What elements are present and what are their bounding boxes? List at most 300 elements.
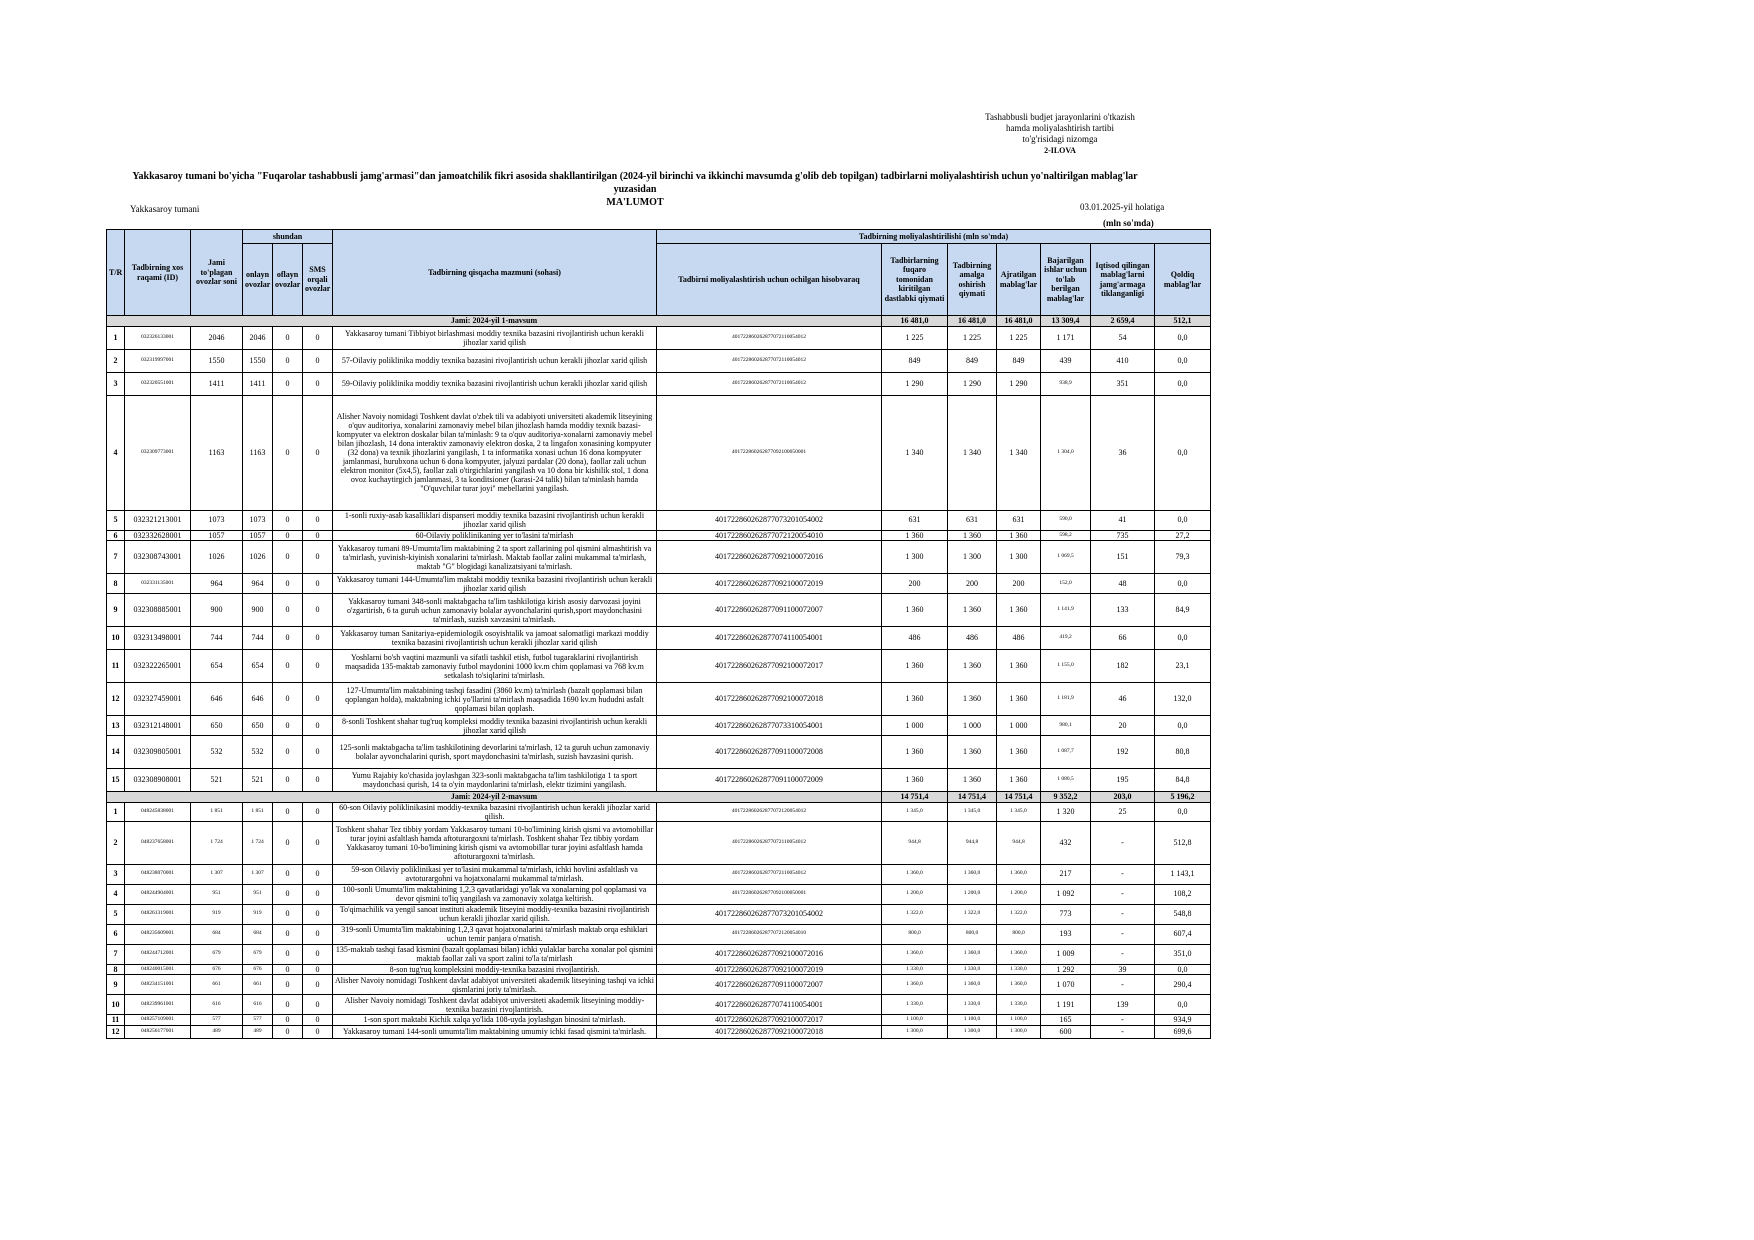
event-description: Yakkasaroy tumani 144-Umumta'lim maktabi moddiy texnika bazasini rivojlantirish uchun kerakli jihozlar xarid qilish	[333, 574, 657, 594]
online-votes: 577	[243, 1015, 273, 1026]
event-description: 60-son Oilaviy poliklinikasini moddiy-texnika bazasini rivojlantirish uchun kerakli jihozlar xarid qilish.	[333, 802, 657, 821]
account-number: 401722860262877072110054012	[657, 349, 882, 372]
remaining-funds: 23,1	[1155, 650, 1211, 683]
account-number: 401722860262877092100072016	[657, 944, 882, 964]
table-row	[107, 944, 1211, 964]
row-number: 7	[107, 541, 125, 574]
actual-value: 1 300	[948, 541, 997, 574]
total-votes: 1073	[191, 510, 243, 530]
saved-funds: 182	[1091, 650, 1155, 683]
actual-value: 1 360	[948, 530, 997, 541]
remaining-funds: 132,0	[1155, 683, 1211, 716]
table-row	[107, 395, 1211, 510]
event-description: 8-son tug'ruq kompleksini moddiy-texnika bazasini rivojlantirish.	[333, 964, 657, 975]
online-votes: 679	[243, 944, 273, 964]
paid-completed-works: 938,9	[1041, 372, 1091, 395]
offline-votes: 0	[273, 650, 303, 683]
total-votes: 1550	[191, 349, 243, 372]
offline-votes: 0	[273, 944, 303, 964]
total-votes: 650	[191, 716, 243, 736]
actual-value: 1 290	[948, 372, 997, 395]
season-total-value: 14 751,4	[948, 792, 997, 803]
offline-votes: 0	[273, 821, 303, 864]
unit-label: (mln so'mda)	[1103, 218, 1154, 228]
event-id: 032308743001	[125, 541, 191, 574]
header-online: onlayn ovozlar	[243, 244, 273, 316]
table-row	[107, 884, 1211, 904]
event-id: 048244904001	[125, 884, 191, 904]
total-votes: 532	[191, 736, 243, 769]
row-number: 11	[107, 1015, 125, 1026]
table-row	[107, 1015, 1211, 1026]
table-row	[107, 683, 1211, 716]
paid-completed-works: 598,2	[1041, 530, 1091, 541]
row-number: 4	[107, 884, 125, 904]
online-votes: 532	[243, 736, 273, 769]
row-number: 12	[107, 1025, 125, 1038]
initial-value: 200	[882, 574, 948, 594]
actual-value: 1 360,0	[948, 944, 997, 964]
event-description: Yakkasaroy tumani Tibbiyot birlashmasi moddiy texnika bazasini rivojlantirish uchun kerakli jihozlar xarid qilish	[333, 326, 657, 349]
account-number: 401722860262877092100072019	[657, 964, 882, 975]
online-votes: 684	[243, 924, 273, 944]
event-description: Yoshlarni bo'sh vaqtini mazmunli va sifatli tashkil etish, futbol tugaraklarini rivojlantirish maqsadida 135-maktab zamonaviy futbol maydonini 1000 kv.m chim qoplamasi va 768 kv.m setkalash to'siqlarini ta'mirlash.	[333, 650, 657, 683]
remaining-funds: 0,0	[1155, 574, 1211, 594]
sms-votes: 0	[303, 1025, 333, 1038]
table-row	[107, 1025, 1211, 1038]
event-description: Alisher Navoiy nomidagi Toshkent davlat adabiyot universiteti akademik litseyining moddiy-texnika bazasini rivojlantirish.	[333, 995, 657, 1015]
table-row	[107, 510, 1211, 530]
header-shundan: shundan	[243, 230, 333, 244]
account-number: 401722860262877072110054012	[657, 372, 882, 395]
district-name: Yakkasaroy tumani	[130, 204, 200, 214]
allocated-funds: 1 225	[997, 326, 1041, 349]
saved-funds: -	[1091, 944, 1155, 964]
offline-votes: 0	[273, 349, 303, 372]
allocated-funds: 849	[997, 349, 1041, 372]
paid-completed-works: 1 009	[1041, 944, 1091, 964]
allocated-funds: 944,8	[997, 821, 1041, 864]
paid-completed-works: 1 320	[1041, 802, 1091, 821]
initial-value: 1 340	[882, 395, 948, 510]
season-total-label: Jami: 2024-yil 1-mavsum	[107, 316, 882, 327]
offline-votes: 0	[273, 594, 303, 627]
header-sms: SMS orqali ovozlar	[303, 244, 333, 316]
actual-value: 1 360,0	[948, 975, 997, 995]
sms-votes: 0	[303, 395, 333, 510]
total-votes: 654	[191, 650, 243, 683]
row-number: 3	[107, 372, 125, 395]
total-votes: 2046	[191, 326, 243, 349]
total-votes: 616	[191, 995, 243, 1015]
remaining-funds: 27,2	[1155, 530, 1211, 541]
online-votes: 1411	[243, 372, 273, 395]
table-row	[107, 594, 1211, 627]
actual-value: 1 200,0	[948, 884, 997, 904]
offline-votes: 0	[273, 395, 303, 510]
offline-votes: 0	[273, 627, 303, 650]
season-total-value: 16 481,0	[882, 316, 948, 327]
table-row	[107, 736, 1211, 769]
online-votes: 1 724	[243, 821, 273, 864]
account-number: 401722860262877072110054012	[657, 326, 882, 349]
actual-value: 486	[948, 627, 997, 650]
event-description: Toshkent shahar Tez tibbiy yordam Yakkasaroy tumani 10-bo'limining kirish qismi va avtomobillar turar joyini asfaltlash hamda aftoturargoxni ta'mirlash. Toshkent shahar Tez tibbiy yordam Yakkasaroy tumani 10-bo'limining kirish qismi va avtomobillar turar joyini asfaltlash hamda aftoturargoxni ta'mirlash.	[333, 821, 657, 864]
row-number: 5	[107, 510, 125, 530]
total-votes: 679	[191, 944, 243, 964]
row-number: 6	[107, 924, 125, 944]
initial-value: 1 360	[882, 650, 948, 683]
row-number: 10	[107, 627, 125, 650]
appendix-line-3: to'g'risidagi nizomga	[1022, 134, 1098, 144]
offline-votes: 0	[273, 1025, 303, 1038]
initial-value: 1 360	[882, 530, 948, 541]
allocated-funds: 1 322,0	[997, 904, 1041, 924]
event-id: 032331135001	[125, 574, 191, 594]
remaining-funds: 934,9	[1155, 1015, 1211, 1026]
appendix-label: 2-ILOVA	[1044, 146, 1076, 155]
event-description: Yakkasaroy tuman Sanitariya-epidemiologik osoyishtalik va jamoat salomatligi markazi moddiy texnika bazasini rivojlantirish uchun kerakli jihozlar xarid qilish	[333, 627, 657, 650]
header-initial: Tadbirlarning fuqaro tomonidan kiritilgan dastlabki qiymati	[882, 244, 948, 316]
total-votes: 489	[191, 1025, 243, 1038]
remaining-funds: 80,8	[1155, 736, 1211, 769]
row-number: 13	[107, 716, 125, 736]
saved-funds: -	[1091, 884, 1155, 904]
event-description: Yumu Rajabiy ko'chasida joylashgan 323-sonli maktabgacha ta'lim tashkilotiga 1 ta sport maydonchasi qurish, 14 ta o'yin maydonlarini ta'mirlash, elektr tizimini yangilash.	[333, 769, 657, 792]
actual-value: 1 360,0	[948, 864, 997, 884]
initial-value: 800,0	[882, 924, 948, 944]
initial-value: 944,8	[882, 821, 948, 864]
paid-completed-works: 217	[1041, 864, 1091, 884]
initial-value: 1 360	[882, 769, 948, 792]
appendix-line-1: Tashabbusli budjet jarayonlarini o'tkazish	[985, 112, 1135, 122]
event-id: 048256177001	[125, 1025, 191, 1038]
allocated-funds: 1 300,0	[997, 1025, 1041, 1038]
actual-value: 800,0	[948, 924, 997, 944]
online-votes: 661	[243, 975, 273, 995]
remaining-funds: 79,3	[1155, 541, 1211, 574]
account-number: 401722860262877092100050001	[657, 395, 882, 510]
event-description: Yakkasaroy tumani 144-sonli umumta'lim maktabining umumiy ichki fasad qismini ta'mirlash.	[333, 1025, 657, 1038]
offline-votes: 0	[273, 924, 303, 944]
initial-value: 486	[882, 627, 948, 650]
event-id: 032322265001	[125, 650, 191, 683]
online-votes: 1 307	[243, 864, 273, 884]
event-id: 048245838001	[125, 802, 191, 821]
account-number: 401722860262877091100072007	[657, 594, 882, 627]
actual-value: 1 300,0	[948, 1025, 997, 1038]
event-description: To'qimachilik va yengil sanoat instituti akademik litseyini moddiy-texnika bazasini rivojlantirish uchun kerakli jihozlar xarid qilish.	[333, 904, 657, 924]
title-line-2: MA'LUMOT	[606, 197, 664, 208]
table-row	[107, 802, 1211, 821]
table-row	[107, 995, 1211, 1015]
paid-completed-works: 1 080,5	[1041, 769, 1091, 792]
offline-votes: 0	[273, 372, 303, 395]
row-number: 14	[107, 736, 125, 769]
account-number: 401722860262877072120054010	[657, 530, 882, 541]
sms-votes: 0	[303, 510, 333, 530]
sms-votes: 0	[303, 864, 333, 884]
online-votes: 1057	[243, 530, 273, 541]
header-offline: oflayn ovozlar	[273, 244, 303, 316]
table-row	[107, 530, 1211, 541]
offline-votes: 0	[273, 574, 303, 594]
allocated-funds: 1 330,0	[997, 995, 1041, 1015]
initial-value: 1 300	[882, 541, 948, 574]
initial-value: 1 345,0	[882, 802, 948, 821]
season-total-value: 203,0	[1091, 792, 1155, 803]
online-votes: 654	[243, 650, 273, 683]
account-number: 401722860262877091100072008	[657, 736, 882, 769]
paid-completed-works: 590,0	[1041, 510, 1091, 530]
offline-votes: 0	[273, 884, 303, 904]
header-description: Tadbirning qisqacha mazmuni (sohasi)	[333, 230, 657, 316]
event-id: 032327459001	[125, 683, 191, 716]
saved-funds: 133	[1091, 594, 1155, 627]
initial-value: 1 360	[882, 736, 948, 769]
account-number: 401722860262877092100072018	[657, 683, 882, 716]
row-number: 12	[107, 683, 125, 716]
event-id: 032313498001	[125, 627, 191, 650]
saved-funds: 36	[1091, 395, 1155, 510]
remaining-funds: 84,9	[1155, 594, 1211, 627]
offline-votes: 0	[273, 769, 303, 792]
total-votes: 744	[191, 627, 243, 650]
table-row	[107, 650, 1211, 683]
header-remaining: Qoldiq mablag'lar	[1155, 244, 1211, 316]
paid-completed-works: 980,1	[1041, 716, 1091, 736]
event-description: 135-maktab tashqi fasad kismini (bazalt qoplamasi bilan) ichki yulaklar barcha xonalar pol qismini maktab faollar zali va sport zalini to'la ta'mirlash	[333, 944, 657, 964]
season-total-value: 9 352,2	[1041, 792, 1091, 803]
account-number: 401722860262877092100072017	[657, 1015, 882, 1026]
table-row	[107, 349, 1211, 372]
total-votes: 1057	[191, 530, 243, 541]
paid-completed-works: 773	[1041, 904, 1091, 924]
offline-votes: 0	[273, 683, 303, 716]
event-id: 048237658001	[125, 821, 191, 864]
season-total-label: Jami: 2024-yil 2-mavsum	[107, 792, 882, 803]
online-votes: 1026	[243, 541, 273, 574]
account-number: 401722860262877073201054002	[657, 904, 882, 924]
account-number: 401722860262877072110054012	[657, 821, 882, 864]
account-number: 401722860262877092100050001	[657, 884, 882, 904]
remaining-funds: 607,4	[1155, 924, 1211, 944]
initial-value: 1 360,0	[882, 975, 948, 995]
remaining-funds: 1 143,1	[1155, 864, 1211, 884]
offline-votes: 0	[273, 530, 303, 541]
event-description: Alisher Navoiy nomidagi Toshkent davlat o'zbek tili va adabiyoti universiteti akademik litseyining o'quv auditoriya, xonalarini zamonaviy mebel bilan jihozlash hamda moddiy texnik bazasi-kompyuter va elektron doskalar bilan ta'minlash: 9 ta o'quv auditoriya-xonalarni zamonaviy mebel bilan jihozlash, 14 dona interaktiv zamonaviy elektron doska, 2 ta lingafon xonasining kompyuter (32 dona) va texnik jihozlarini yangilash, 1 ta informatika xonasi uchun 16 dona kompyuter jamlanmasi, hurubxona uchun 6 dona kompyuter, jalyuzi pardalar (20 dona), faollar zali uchun elektron monitor (5x4,5), faollar zali o'tirgichlarini yangilash va 10 dona bir kishilik stol, 1 dona ovoz kuchaytirgich jamlanmasi, 3 ta konditsioner (karasi-24 talik) bilan ta'minlash hamda "O'quvchilar turar joyi" mebellarini yangilash.	[333, 395, 657, 510]
online-votes: 676	[243, 964, 273, 975]
table-row	[107, 964, 1211, 975]
paid-completed-works: 432	[1041, 821, 1091, 864]
sms-votes: 0	[303, 541, 333, 574]
allocated-funds: 1 360	[997, 594, 1041, 627]
online-votes: 646	[243, 683, 273, 716]
initial-value: 1 360,0	[882, 944, 948, 964]
table-row	[107, 326, 1211, 349]
event-id: 048261319001	[125, 904, 191, 924]
offline-votes: 0	[273, 975, 303, 995]
event-id: 032326133001	[125, 326, 191, 349]
offline-votes: 0	[273, 1015, 303, 1026]
offline-votes: 0	[273, 541, 303, 574]
offline-votes: 0	[273, 904, 303, 924]
remaining-funds: 0,0	[1155, 510, 1211, 530]
event-id: 048257109001	[125, 1015, 191, 1026]
allocated-funds: 1 345,0	[997, 802, 1041, 821]
actual-value: 1 360	[948, 594, 997, 627]
row-number: 11	[107, 650, 125, 683]
remaining-funds: 699,6	[1155, 1025, 1211, 1038]
remaining-funds: 351,0	[1155, 944, 1211, 964]
total-votes: 1 307	[191, 864, 243, 884]
total-votes: 919	[191, 904, 243, 924]
online-votes: 951	[243, 884, 273, 904]
event-id: 032332628001	[125, 530, 191, 541]
header-financing: Tadbirning moliyalashtirilishi (mln so'mda)	[657, 230, 1211, 244]
account-number: 401722860262877092100072019	[657, 574, 882, 594]
allocated-funds: 1 360	[997, 683, 1041, 716]
paid-completed-works: 1 092	[1041, 884, 1091, 904]
saved-funds: 735	[1091, 530, 1155, 541]
header-allocated: Ajratilgan mablag'lar	[997, 244, 1041, 316]
initial-value: 1 330,0	[882, 964, 948, 975]
account-number: 401722860262877074110054001	[657, 995, 882, 1015]
allocated-funds: 1 290	[997, 372, 1041, 395]
initial-value: 1 200,0	[882, 884, 948, 904]
total-votes: 900	[191, 594, 243, 627]
total-votes: 676	[191, 964, 243, 975]
event-id: 032321213001	[125, 510, 191, 530]
sms-votes: 0	[303, 627, 333, 650]
actual-value: 944,8	[948, 821, 997, 864]
account-number: 401722860262877072110054012	[657, 864, 882, 884]
total-votes: 646	[191, 683, 243, 716]
remaining-funds: 0,0	[1155, 964, 1211, 975]
remaining-funds: 0,0	[1155, 395, 1211, 510]
row-number: 8	[107, 964, 125, 975]
sms-votes: 0	[303, 683, 333, 716]
initial-value: 849	[882, 349, 948, 372]
sms-votes: 0	[303, 821, 333, 864]
allocated-funds: 1 200,0	[997, 884, 1041, 904]
initial-value: 1 360,0	[882, 864, 948, 884]
header-account: Tadbirni moliyalashtirish uchun ochilgan hisobvaraq	[657, 244, 882, 316]
event-description: 100-sonli Umumta'lim maktabining 1,2,3 qavatlaridagi yo'lak va xonalarning pol qoplamasi va devor qismini to'liq yangilash va zamonaviy xolatga keltirish.	[333, 884, 657, 904]
event-id: 048244712001	[125, 944, 191, 964]
season-total-value: 16 481,0	[997, 316, 1041, 327]
event-id: 032312148001	[125, 716, 191, 736]
saved-funds: -	[1091, 975, 1155, 995]
paid-completed-works: 1 141,9	[1041, 594, 1091, 627]
season-total-value: 13 309,4	[1041, 316, 1091, 327]
remaining-funds: 290,4	[1155, 975, 1211, 995]
saved-funds: 25	[1091, 802, 1155, 821]
remaining-funds: 512,8	[1155, 821, 1211, 864]
offline-votes: 0	[273, 964, 303, 975]
remaining-funds: 548,8	[1155, 904, 1211, 924]
offline-votes: 0	[273, 802, 303, 821]
event-id: 048239961001	[125, 995, 191, 1015]
event-id: 032308885001	[125, 594, 191, 627]
event-id: 048240015001	[125, 964, 191, 975]
actual-value: 1 345,0	[948, 802, 997, 821]
online-votes: 1073	[243, 510, 273, 530]
event-description: 1-sonli ruxiy-asab kasalliklari dispanseri moddiy texnika bazasini rivojlantirish uchun kerakli jihozlar xarid qilish	[333, 510, 657, 530]
allocated-funds: 1 360	[997, 736, 1041, 769]
total-votes: 1 851	[191, 802, 243, 821]
row-number: 10	[107, 995, 125, 1015]
paid-completed-works: 1 304,0	[1041, 395, 1091, 510]
total-votes: 661	[191, 975, 243, 995]
offline-votes: 0	[273, 995, 303, 1015]
event-description: 1-son sport maktabi Kichik xalqa yo'lida 108-uyda joylashgan binosini ta'mirlash.	[333, 1015, 657, 1026]
sms-votes: 0	[303, 769, 333, 792]
online-votes: 616	[243, 995, 273, 1015]
account-number: 401722860262877091100072009	[657, 769, 882, 792]
paid-completed-works: 1 070	[1041, 975, 1091, 995]
event-description: 127-Umumta'lim maktabining tashqi fasadini (3860 kv.m) ta'mirlash (bazalt qoplamasi bilan qoplangan holda), maktabning ichki yo'llarini ta'mirlash maqsadida 1690 kv.m hududni asfalt qoplamasi bilan qoplash.	[333, 683, 657, 716]
paid-completed-works: 419,2	[1041, 627, 1091, 650]
online-votes: 964	[243, 574, 273, 594]
offline-votes: 0	[273, 736, 303, 769]
table-row	[107, 574, 1211, 594]
row-number: 4	[107, 395, 125, 510]
event-description: 59-Oilaviy poliklinika moddiy texnika bazasini rivojlantirish uchun kerakli jihozlar xarid qilish	[333, 372, 657, 395]
remaining-funds: 0,0	[1155, 326, 1211, 349]
row-number: 7	[107, 944, 125, 964]
account-number: 401722860262877072120054010	[657, 924, 882, 944]
remaining-funds: 0,0	[1155, 372, 1211, 395]
actual-value: 1 360	[948, 736, 997, 769]
saved-funds: 410	[1091, 349, 1155, 372]
paid-completed-works: 439	[1041, 349, 1091, 372]
event-id: 048238070001	[125, 864, 191, 884]
event-description: 319-sonli Umumta'lim maktabining 1,2,3 qavat hojatxonalarini ta'mirlash maktab orqa eshiklari uchun temir panjara o'rnatish.	[333, 924, 657, 944]
sms-votes: 0	[303, 594, 333, 627]
event-description: Yakkasaroy tumani 89-Umumta'lim maktabining 2 ta sport zallarining pol qismini almashtirish va ta'mirlash, yuvinish-kiyinish xonalarini ta'mirlash. Maktab faollar zalini mukammal ta'mirlash, maktab "G" blogidagi kanalizatsiyani ta'mirlash.	[333, 541, 657, 574]
event-description: Alisher Navoiy nomidagi Toshkent davlat adabiyot universiteti akademik litseyining tashqi va ichki qismlarini joriy ta'mirlash.	[333, 975, 657, 995]
appendix-line-2: hamda moliyalashtirish tartibi	[1006, 123, 1114, 133]
actual-value: 631	[948, 510, 997, 530]
initial-value: 1 360	[882, 683, 948, 716]
online-votes: 744	[243, 627, 273, 650]
sms-votes: 0	[303, 1015, 333, 1026]
initial-value: 1 225	[882, 326, 948, 349]
remaining-funds: 0,0	[1155, 627, 1211, 650]
online-votes: 2046	[243, 326, 273, 349]
event-id: 032309805001	[125, 736, 191, 769]
initial-value: 1 322,0	[882, 904, 948, 924]
season-total-value: 2 659,4	[1091, 316, 1155, 327]
actual-value: 1 000	[948, 716, 997, 736]
event-description: Yakkasaroy tumani 348-sonli maktabgacha ta'lim tashkilotiga kirish asosiy darvozasi joyini o'zgartirish, 6 ta guruh uchun zamonaviy bolalar ayvonchalarini qurish,sport maydonchasini ta'mirlash, suzish xavzasini ta'mirlash.	[333, 594, 657, 627]
paid-completed-works: 152,0	[1041, 574, 1091, 594]
event-description: 60-Oilaviy poliklinikaning yer to'lasini ta'mirlash	[333, 530, 657, 541]
table-row	[107, 821, 1211, 864]
event-description: 8-sonli Toshkent shahar tug'ruq kompleksi moddiy texnika bazasini rivojlantirish uchun kerakli jihozlar xarid qilish	[333, 716, 657, 736]
actual-value: 1 330,0	[948, 995, 997, 1015]
allocated-funds: 1 360,0	[997, 944, 1041, 964]
online-votes: 900	[243, 594, 273, 627]
header-actual: Tadbirning amalga oshirish qiymati	[948, 244, 997, 316]
actual-value: 1 340	[948, 395, 997, 510]
online-votes: 1550	[243, 349, 273, 372]
event-id: 032308908001	[125, 769, 191, 792]
season-total-value: 512,1	[1155, 316, 1211, 327]
remaining-funds: 0,0	[1155, 995, 1211, 1015]
paid-completed-works: 1 069,5	[1041, 541, 1091, 574]
